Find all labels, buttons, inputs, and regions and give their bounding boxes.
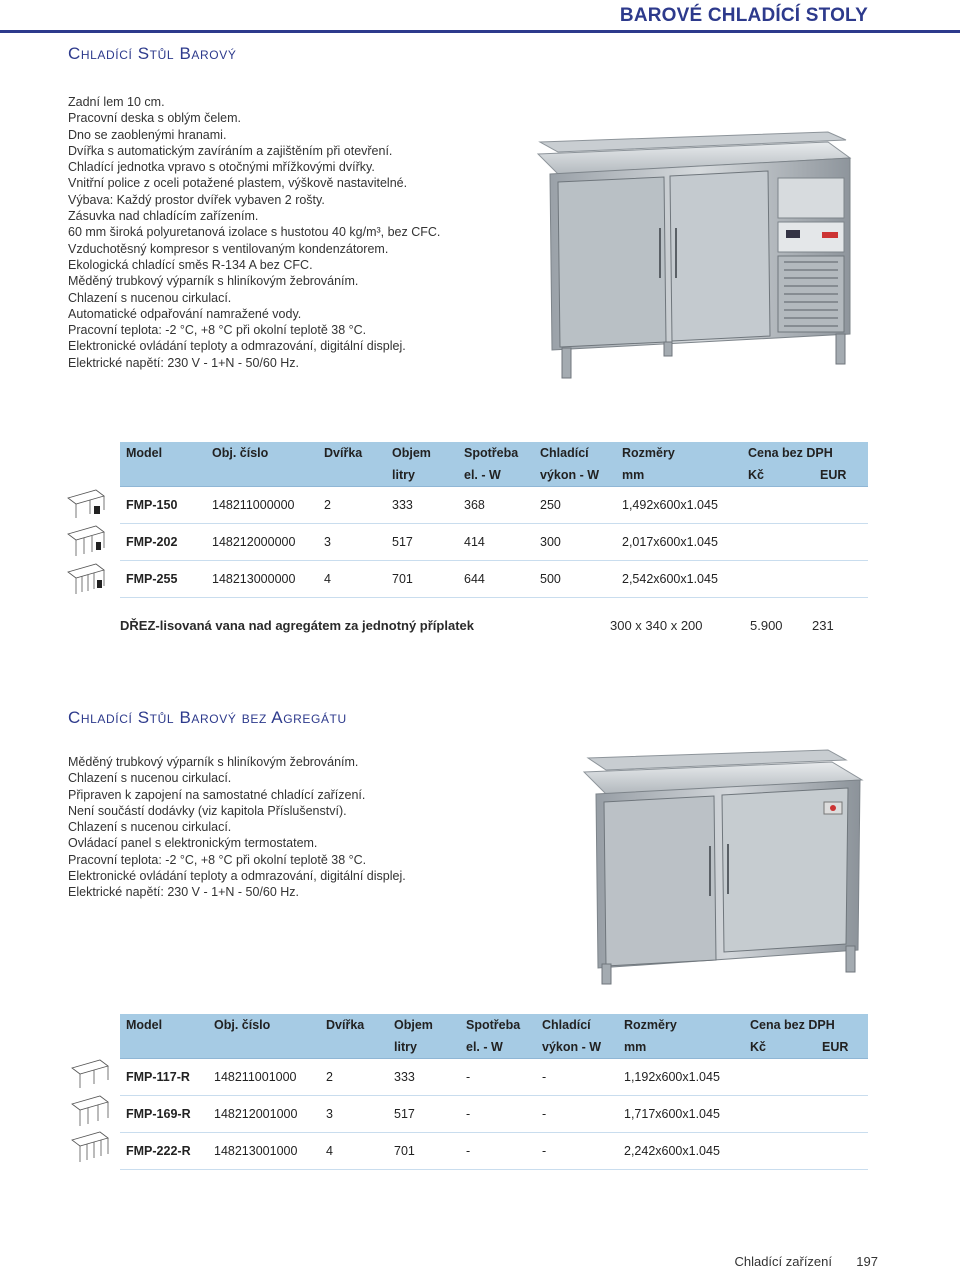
- col-subheader: mm: [618, 1036, 744, 1059]
- cell: 3: [320, 1096, 388, 1133]
- cell: [814, 561, 868, 598]
- counter-diagram-icon: [66, 488, 106, 520]
- feature-item: Elektronické ovládání teploty a odmrazování, digitální displej.: [68, 339, 406, 354]
- counter-diagram-icon: [70, 1094, 110, 1128]
- cell: [816, 1096, 868, 1133]
- col-header: Rozměry: [616, 442, 742, 464]
- cell: 148212000000: [206, 524, 318, 561]
- cell: [742, 487, 814, 524]
- cell: -: [536, 1096, 618, 1133]
- feature-item: Měděný trubkový výparník s hliníkovým žebrováním.: [68, 274, 359, 289]
- cell: -: [536, 1133, 618, 1170]
- feature-item: Chlazení s nucenou cirkulací.: [68, 290, 232, 305]
- table-subheader-row: [120, 1036, 868, 1059]
- cell: 148211000000: [206, 487, 318, 524]
- col-subheader: [208, 1036, 320, 1059]
- col-header: Dvířka: [320, 1014, 388, 1036]
- feature-item: Elektrické napětí: 230 V - 1+N - 50/60 Hz.: [68, 885, 300, 900]
- feature-item: Elektrické napětí: 230 V - 1+N - 50/60 Hz.: [68, 355, 300, 370]
- col-header: Obj. číslo: [206, 442, 318, 464]
- table-header-row: [120, 1014, 868, 1036]
- sink-price-czk: 5.900: [750, 618, 783, 633]
- page-header-title: BAROVÉ CHLADÍCÍ STOLY: [619, 5, 868, 26]
- cell: [744, 1059, 816, 1096]
- cell: [814, 487, 868, 524]
- bar-counter-with-unit-image: [528, 128, 868, 390]
- cell: [816, 1059, 868, 1096]
- header-bar: [0, 0, 960, 33]
- col-subheader: výkon - W: [534, 464, 616, 487]
- cell: -: [536, 1059, 618, 1096]
- bar-counter-without-unit-image: [578, 746, 868, 986]
- cell: [744, 1096, 816, 1133]
- cell: 333: [388, 1059, 460, 1096]
- counter-diagram-icon: [70, 1058, 110, 1090]
- cell: [742, 561, 814, 598]
- col-header: Chladící: [536, 1014, 618, 1036]
- table-row: [120, 1133, 868, 1170]
- counter-diagram-icon: [66, 524, 106, 558]
- feature-item: Pracovní teplota: -2 °C, +8 °C při okolní teplotě 38 °C.: [68, 323, 367, 338]
- col-subheader: výkon - W: [536, 1036, 618, 1059]
- cell: [744, 1133, 816, 1170]
- col-subheader: litry: [388, 1036, 460, 1059]
- feature-item: Vnitřní police z oceli potažené plastem, výškově nastavitelné.: [68, 176, 408, 191]
- sink-dimensions: 300 x 340 x 200: [610, 618, 703, 633]
- footer-section-label: Chladící zařízení: [734, 1254, 832, 1269]
- cell: 148211001000: [208, 1059, 320, 1096]
- cell: 2,242x600x1.045: [618, 1133, 744, 1170]
- feature-item: Výbava: Každý prostor dvířek vybaven 2 rošty.: [68, 192, 325, 207]
- col-header: Cena bez DPH: [742, 442, 868, 464]
- col-header: Model: [120, 442, 206, 464]
- col-subheader: Kč: [742, 464, 814, 487]
- col-subheader: [320, 1036, 388, 1059]
- section1-title: Chladící Stůl Barový: [68, 44, 237, 63]
- col-header: Cena bez DPH: [744, 1014, 868, 1036]
- table-row: [120, 561, 868, 598]
- feature-item: Chlazení s nucenou cirkulací.: [68, 820, 232, 835]
- cell: [742, 524, 814, 561]
- cell: 644: [458, 561, 534, 598]
- cell-model: FMP-222-R: [120, 1133, 208, 1170]
- cell: 701: [388, 1133, 460, 1170]
- feature-item: Pracovní teplota: -2 °C, +8 °C při okolní teplotě 38 °C.: [68, 852, 367, 867]
- col-subheader: EUR: [814, 464, 868, 487]
- cell-model: FMP-150: [120, 487, 206, 524]
- feature-item: 60 mm široká polyuretanová izolace s hustotou 40 kg/m³, bez CFC.: [68, 225, 441, 240]
- col-header: Dvířka: [318, 442, 386, 464]
- col-header: Rozměry: [618, 1014, 744, 1036]
- col-subheader: el. - W: [460, 1036, 536, 1059]
- table-row: [120, 487, 868, 524]
- feature-item: Automatické odpařování namražené vody.: [68, 306, 302, 321]
- cell: 1,717x600x1.045: [618, 1096, 744, 1133]
- col-header: Objem: [388, 1014, 460, 1036]
- cell-model: FMP-169-R: [120, 1096, 208, 1133]
- cell: 500: [534, 561, 616, 598]
- feature-item: Pracovní deska s oblým čelem.: [68, 111, 241, 126]
- cell: 3: [318, 524, 386, 561]
- cell: 2,542x600x1.045: [616, 561, 742, 598]
- cell: 333: [386, 487, 458, 524]
- section2-title: Chladící Stůl Barový bez Agregátu: [68, 708, 347, 727]
- cell: -: [460, 1096, 536, 1133]
- cell: 701: [386, 561, 458, 598]
- cell: 1,492x600x1.045: [616, 487, 742, 524]
- col-header: Spotřeba: [460, 1014, 536, 1036]
- cell: -: [460, 1133, 536, 1170]
- cell-model: FMP-117-R: [120, 1059, 208, 1096]
- counter-diagram-icon: [66, 562, 106, 596]
- feature-item: Chladící jednotka vpravo s otočnými mřížkovými dvířky.: [68, 160, 375, 175]
- sink-price-eur: 231: [812, 618, 834, 633]
- feature-item: Není součástí dodávky (viz kapitola Příslušenství).: [68, 803, 347, 818]
- col-subheader: [120, 1036, 208, 1059]
- cell: 1,192x600x1.045: [618, 1059, 744, 1096]
- cell: 2,017x600x1.045: [616, 524, 742, 561]
- feature-item: Zásuvka nad chladícím zařízením.: [68, 209, 259, 224]
- col-subheader: EUR: [816, 1036, 868, 1059]
- col-header: Objem: [386, 442, 458, 464]
- cell: 368: [458, 487, 534, 524]
- feature-item: Elektronické ovládání teploty a odmrazování, digitální displej.: [68, 869, 406, 884]
- cell: 4: [320, 1133, 388, 1170]
- section1-spec-table: [120, 442, 868, 598]
- section2-spec-table: [120, 1014, 868, 1170]
- cell: 4: [318, 561, 386, 598]
- feature-item: Měděný trubkový výparník s hliníkovým žebrováním.: [68, 755, 359, 769]
- col-subheader: [318, 464, 386, 487]
- table-row: [120, 524, 868, 561]
- table-row: [120, 1096, 868, 1133]
- sink-option-label: DŘEZ-lisovaná vana nad agregátem za jednotný příplatek: [120, 618, 474, 633]
- feature-item: Zadní lem 10 cm.: [68, 95, 165, 109]
- col-subheader: litry: [386, 464, 458, 487]
- cell: [814, 524, 868, 561]
- cell: 2: [318, 487, 386, 524]
- feature-item: Dno se zaoblenými hranami.: [68, 127, 227, 142]
- cell: 148212001000: [208, 1096, 320, 1133]
- feature-item: Ovládací panel s elektronickým termostatem.: [68, 836, 318, 851]
- cell: 148213001000: [208, 1133, 320, 1170]
- feature-item: Dvířka s automatickým zavíráním a zajištěním při otevření.: [68, 143, 393, 158]
- cell: 2: [320, 1059, 388, 1096]
- section1-feature-list: [68, 94, 440, 371]
- counter-diagram-icon: [70, 1130, 110, 1164]
- cell: 517: [388, 1096, 460, 1133]
- cell: 517: [386, 524, 458, 561]
- section2-feature-list: [68, 754, 406, 901]
- table-header-row: [120, 442, 868, 464]
- col-subheader: [120, 464, 206, 487]
- cell: -: [460, 1059, 536, 1096]
- col-header: Model: [120, 1014, 208, 1036]
- cell: 148213000000: [206, 561, 318, 598]
- page-number: 197: [856, 1254, 878, 1269]
- cell: 300: [534, 524, 616, 561]
- cell-model: FMP-255: [120, 561, 206, 598]
- feature-item: Ekologická chladící směs R-134 A bez CFC.: [68, 257, 313, 272]
- col-header: Spotřeba: [458, 442, 534, 464]
- table-row: [120, 1059, 868, 1096]
- col-header: Obj. číslo: [208, 1014, 320, 1036]
- col-subheader: el. - W: [458, 464, 534, 487]
- feature-item: Vzduchotěsný kompresor s ventilovaným kondenzátorem.: [68, 241, 389, 256]
- cell: 414: [458, 524, 534, 561]
- col-header: Chladící: [534, 442, 616, 464]
- cell-model: FMP-202: [120, 524, 206, 561]
- col-subheader: Kč: [744, 1036, 816, 1059]
- col-subheader: [206, 464, 318, 487]
- cell: 250: [534, 487, 616, 524]
- col-subheader: mm: [616, 464, 742, 487]
- feature-item: Chlazení s nucenou cirkulací.: [68, 771, 232, 786]
- cell: [816, 1133, 868, 1170]
- feature-item: Připraven k zapojení na samostatné chladící zařízení.: [68, 787, 366, 802]
- table-subheader-row: [120, 464, 868, 487]
